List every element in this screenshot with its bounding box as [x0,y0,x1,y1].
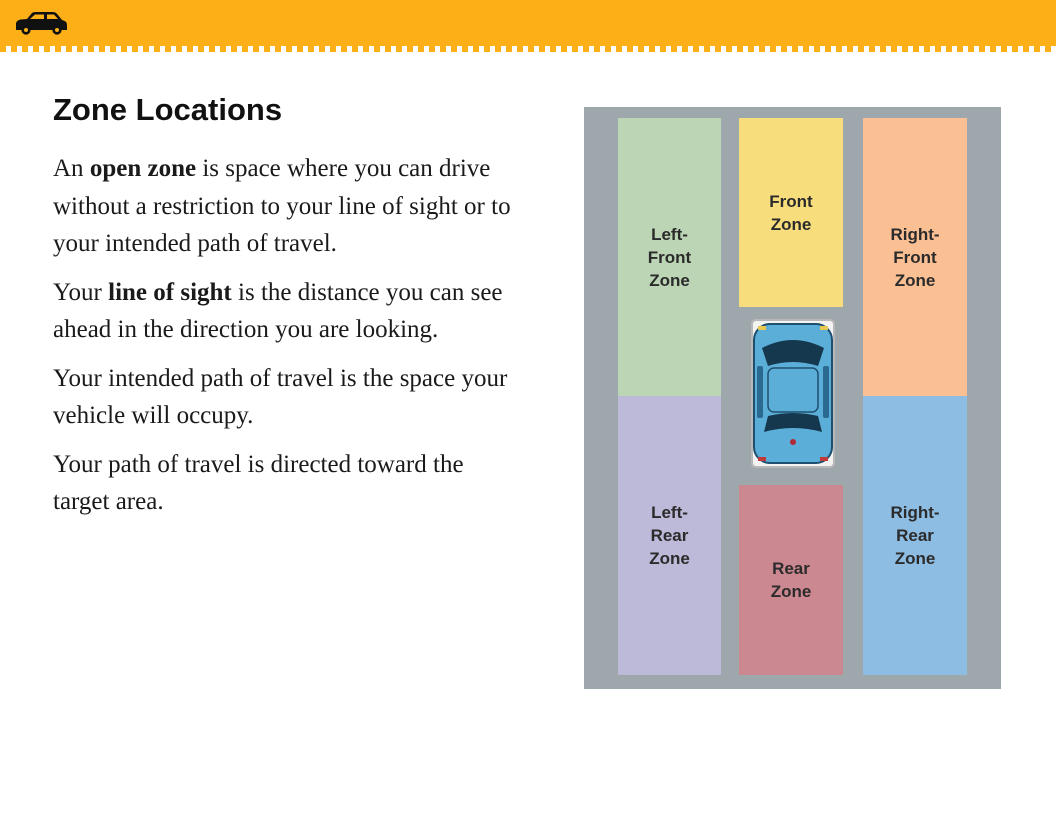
paragraph-line-of-sight: Your line of sight is the distance you can see ahead in the direction you are looking. [53,278,503,343]
rear-zone: Rear Zone [739,485,843,675]
paragraph-path-of-travel: Your path of travel is directed toward the target area. [53,450,464,515]
header-dash-border [0,46,1056,52]
right-front-zone: Right- Front Zone [863,118,967,396]
header-bar [0,0,1056,46]
right-rear-zone: Right- Rear Zone [863,396,967,675]
paragraph-intended-path: Your intended path of travel is the space your vehicle will occupy. [53,364,508,429]
slide-title: Zone Locations [53,92,283,127]
car-icon [12,10,70,36]
left-rear-zone: Left- Rear Zone [618,396,721,675]
paragraph-open-zone: An open zone is space where you can drive without a restriction to your line of sight or to your intended path of travel. [53,155,511,257]
term-open-zone: open zone [89,155,197,182]
term-line-of-sight: line of sight [108,278,232,306]
vehicle-top-view [750,318,836,469]
body-text [53,150,513,532]
front-zone: Front Zone [739,118,843,307]
zone-diagram [584,107,1001,689]
left-front-zone: Left- Front Zone [618,118,721,396]
